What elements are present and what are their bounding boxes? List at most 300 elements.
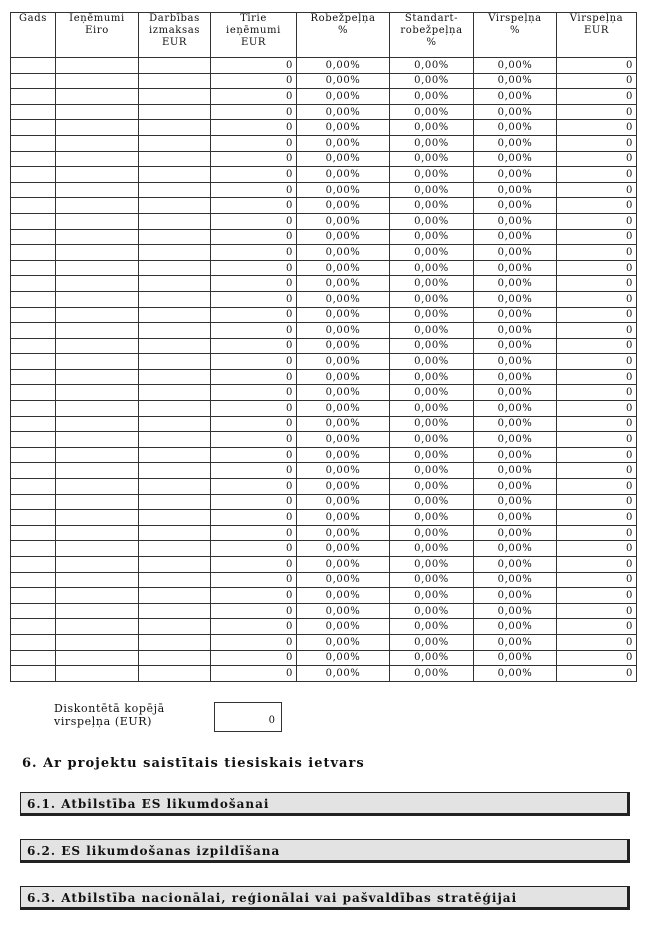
cell-excess-profit-pct: 0,00% bbox=[474, 401, 557, 417]
cell-revenue bbox=[56, 58, 139, 74]
cell-operating-costs bbox=[139, 666, 211, 682]
section-title: 6. Ar projektu saistītais tiesiskais ietvars bbox=[22, 756, 365, 771]
cell-revenue bbox=[56, 260, 139, 276]
cell-operating-costs bbox=[139, 354, 211, 370]
cell-excess-profit-pct: 0,00% bbox=[474, 307, 557, 323]
cell-standard-margin: 0,00% bbox=[390, 510, 474, 526]
cell-net-revenue: 0 bbox=[211, 463, 297, 479]
cell-excess-profit-pct: 0,00% bbox=[474, 198, 557, 214]
table-row bbox=[11, 307, 637, 323]
cell-net-revenue: 0 bbox=[211, 401, 297, 417]
cell-excess-profit-pct: 0,00% bbox=[474, 151, 557, 167]
cell-net-revenue: 0 bbox=[211, 557, 297, 573]
cell-standard-margin: 0,00% bbox=[390, 666, 474, 682]
cell-standard-margin: 0,00% bbox=[390, 151, 474, 167]
cell-net-revenue: 0 bbox=[211, 323, 297, 339]
cell-net-revenue: 0 bbox=[211, 276, 297, 292]
cell-margin: 0,00% bbox=[297, 588, 390, 604]
cell-net-revenue: 0 bbox=[211, 260, 297, 276]
cell-standard-margin: 0,00% bbox=[390, 291, 474, 307]
cell-margin: 0,00% bbox=[297, 307, 390, 323]
cell-operating-costs bbox=[139, 104, 211, 120]
cell-net-revenue: 0 bbox=[211, 198, 297, 214]
cell-year bbox=[11, 603, 56, 619]
cell-excess-profit-pct: 0,00% bbox=[474, 650, 557, 666]
cell-standard-margin: 0,00% bbox=[390, 401, 474, 417]
cell-net-revenue: 0 bbox=[211, 120, 297, 136]
cell-excess-profit-eur: 0 bbox=[557, 167, 637, 183]
cell-excess-profit-pct: 0,00% bbox=[474, 135, 557, 151]
cell-operating-costs bbox=[139, 182, 211, 198]
cell-net-revenue: 0 bbox=[211, 135, 297, 151]
col-header-excess-profit-pct: Virspeļņa % bbox=[474, 13, 557, 58]
cell-net-revenue: 0 bbox=[211, 432, 297, 448]
cell-year bbox=[11, 463, 56, 479]
cell-excess-profit-pct: 0,00% bbox=[474, 416, 557, 432]
table-row bbox=[11, 73, 637, 89]
cell-revenue bbox=[56, 463, 139, 479]
cell-revenue bbox=[56, 307, 139, 323]
cell-margin: 0,00% bbox=[297, 213, 390, 229]
cell-operating-costs bbox=[139, 260, 211, 276]
cell-year bbox=[11, 213, 56, 229]
col-header-excess-profit-eur: Virspeļņa EUR bbox=[557, 13, 637, 58]
cell-year bbox=[11, 323, 56, 339]
cell-operating-costs bbox=[139, 634, 211, 650]
cell-year bbox=[11, 541, 56, 557]
cell-net-revenue: 0 bbox=[211, 89, 297, 105]
cell-year bbox=[11, 479, 56, 495]
table-row bbox=[11, 120, 637, 136]
cell-year bbox=[11, 198, 56, 214]
cell-net-revenue: 0 bbox=[211, 494, 297, 510]
cell-excess-profit-pct: 0,00% bbox=[474, 213, 557, 229]
table-row bbox=[11, 182, 637, 198]
cell-margin: 0,00% bbox=[297, 619, 390, 635]
cell-operating-costs bbox=[139, 447, 211, 463]
cell-revenue bbox=[56, 385, 139, 401]
table-row bbox=[11, 260, 637, 276]
cell-excess-profit-eur: 0 bbox=[557, 525, 637, 541]
cell-net-revenue: 0 bbox=[211, 479, 297, 495]
cell-excess-profit-eur: 0 bbox=[557, 120, 637, 136]
cell-excess-profit-eur: 0 bbox=[557, 619, 637, 635]
cell-excess-profit-eur: 0 bbox=[557, 354, 637, 370]
cell-revenue bbox=[56, 229, 139, 245]
cell-year bbox=[11, 432, 56, 448]
cell-margin: 0,00% bbox=[297, 494, 390, 510]
cell-margin: 0,00% bbox=[297, 323, 390, 339]
cell-excess-profit-eur: 0 bbox=[557, 588, 637, 604]
cell-standard-margin: 0,00% bbox=[390, 463, 474, 479]
cell-standard-margin: 0,00% bbox=[390, 245, 474, 261]
cell-year bbox=[11, 151, 56, 167]
cell-excess-profit-eur: 0 bbox=[557, 213, 637, 229]
cell-operating-costs bbox=[139, 463, 211, 479]
table-row bbox=[11, 135, 637, 151]
cell-net-revenue: 0 bbox=[211, 447, 297, 463]
table-row bbox=[11, 510, 637, 526]
cell-net-revenue: 0 bbox=[211, 619, 297, 635]
table-row bbox=[11, 229, 637, 245]
cell-standard-margin: 0,00% bbox=[390, 432, 474, 448]
cell-net-revenue: 0 bbox=[211, 58, 297, 74]
cell-standard-margin: 0,00% bbox=[390, 229, 474, 245]
cell-standard-margin: 0,00% bbox=[390, 323, 474, 339]
cell-margin: 0,00% bbox=[297, 354, 390, 370]
cell-standard-margin: 0,00% bbox=[390, 541, 474, 557]
cell-excess-profit-pct: 0,00% bbox=[474, 245, 557, 261]
cell-excess-profit-eur: 0 bbox=[557, 135, 637, 151]
cell-year bbox=[11, 89, 56, 105]
cell-excess-profit-pct: 0,00% bbox=[474, 385, 557, 401]
cell-net-revenue: 0 bbox=[211, 104, 297, 120]
cell-excess-profit-eur: 0 bbox=[557, 494, 637, 510]
table-row bbox=[11, 603, 637, 619]
cell-standard-margin: 0,00% bbox=[390, 338, 474, 354]
cell-standard-margin: 0,00% bbox=[390, 525, 474, 541]
cell-standard-margin: 0,00% bbox=[390, 182, 474, 198]
table-row bbox=[11, 525, 637, 541]
cell-revenue bbox=[56, 603, 139, 619]
cell-excess-profit-eur: 0 bbox=[557, 510, 637, 526]
cell-year bbox=[11, 525, 56, 541]
cell-operating-costs bbox=[139, 229, 211, 245]
cell-margin: 0,00% bbox=[297, 463, 390, 479]
discounted-excess-profit-label: Diskontētā kopējā virspeļņa (EUR) bbox=[54, 702, 165, 728]
cell-year bbox=[11, 167, 56, 183]
table-row bbox=[11, 494, 637, 510]
cell-year bbox=[11, 276, 56, 292]
cell-excess-profit-pct: 0,00% bbox=[474, 588, 557, 604]
cell-margin: 0,00% bbox=[297, 276, 390, 292]
cell-operating-costs bbox=[139, 89, 211, 105]
cell-excess-profit-eur: 0 bbox=[557, 634, 637, 650]
cell-year bbox=[11, 572, 56, 588]
cell-operating-costs bbox=[139, 385, 211, 401]
cell-revenue bbox=[56, 650, 139, 666]
cell-revenue bbox=[56, 338, 139, 354]
cell-year bbox=[11, 182, 56, 198]
cell-operating-costs bbox=[139, 541, 211, 557]
cell-excess-profit-pct: 0,00% bbox=[474, 494, 557, 510]
excess-profit-table bbox=[10, 12, 637, 682]
subsection-6-3: 6.3. Atbilstība nacionālai, reģionālai vai pašvaldības stratēģijai bbox=[20, 886, 630, 910]
cell-excess-profit-eur: 0 bbox=[557, 73, 637, 89]
cell-year bbox=[11, 245, 56, 261]
cell-revenue bbox=[56, 323, 139, 339]
cell-standard-margin: 0,00% bbox=[390, 447, 474, 463]
table-row bbox=[11, 385, 637, 401]
cell-operating-costs bbox=[139, 135, 211, 151]
cell-excess-profit-eur: 0 bbox=[557, 416, 637, 432]
cell-revenue bbox=[56, 213, 139, 229]
cell-margin: 0,00% bbox=[297, 58, 390, 74]
cell-operating-costs bbox=[139, 167, 211, 183]
cell-excess-profit-eur: 0 bbox=[557, 557, 637, 573]
cell-year bbox=[11, 588, 56, 604]
cell-margin: 0,00% bbox=[297, 369, 390, 385]
cell-standard-margin: 0,00% bbox=[390, 634, 474, 650]
cell-revenue bbox=[56, 120, 139, 136]
table-row bbox=[11, 323, 637, 339]
cell-revenue bbox=[56, 447, 139, 463]
cell-excess-profit-eur: 0 bbox=[557, 369, 637, 385]
subsection-6-1: 6.1. Atbilstība ES likumdošanai bbox=[20, 792, 630, 816]
cell-year bbox=[11, 401, 56, 417]
cell-year bbox=[11, 385, 56, 401]
cell-excess-profit-eur: 0 bbox=[557, 58, 637, 74]
cell-year bbox=[11, 58, 56, 74]
cell-revenue bbox=[56, 151, 139, 167]
cell-standard-margin: 0,00% bbox=[390, 354, 474, 370]
cell-operating-costs bbox=[139, 401, 211, 417]
cell-operating-costs bbox=[139, 525, 211, 541]
cell-revenue bbox=[56, 198, 139, 214]
cell-revenue bbox=[56, 276, 139, 292]
table-row bbox=[11, 213, 637, 229]
cell-year bbox=[11, 557, 56, 573]
cell-margin: 0,00% bbox=[297, 572, 390, 588]
cell-standard-margin: 0,00% bbox=[390, 369, 474, 385]
cell-excess-profit-pct: 0,00% bbox=[474, 120, 557, 136]
cell-excess-profit-eur: 0 bbox=[557, 603, 637, 619]
cell-margin: 0,00% bbox=[297, 401, 390, 417]
cell-operating-costs bbox=[139, 619, 211, 635]
table-row bbox=[11, 104, 637, 120]
cell-excess-profit-pct: 0,00% bbox=[474, 89, 557, 105]
cell-revenue bbox=[56, 167, 139, 183]
cell-excess-profit-pct: 0,00% bbox=[474, 634, 557, 650]
cell-revenue bbox=[56, 104, 139, 120]
table-row bbox=[11, 401, 637, 417]
cell-excess-profit-eur: 0 bbox=[557, 229, 637, 245]
cell-year bbox=[11, 619, 56, 635]
cell-excess-profit-pct: 0,00% bbox=[474, 619, 557, 635]
cell-excess-profit-pct: 0,00% bbox=[474, 291, 557, 307]
cell-net-revenue: 0 bbox=[211, 369, 297, 385]
cell-revenue bbox=[56, 634, 139, 650]
cell-operating-costs bbox=[139, 291, 211, 307]
cell-standard-margin: 0,00% bbox=[390, 104, 474, 120]
cell-excess-profit-pct: 0,00% bbox=[474, 603, 557, 619]
cell-year bbox=[11, 666, 56, 682]
col-header-margin: Robežpeļņa % bbox=[297, 13, 390, 58]
cell-margin: 0,00% bbox=[297, 198, 390, 214]
col-header-revenue: Ieņēmumi Eiro bbox=[56, 13, 139, 58]
cell-standard-margin: 0,00% bbox=[390, 557, 474, 573]
cell-net-revenue: 0 bbox=[211, 307, 297, 323]
cell-year bbox=[11, 510, 56, 526]
table-row bbox=[11, 291, 637, 307]
cell-net-revenue: 0 bbox=[211, 354, 297, 370]
cell-excess-profit-eur: 0 bbox=[557, 89, 637, 105]
table-row bbox=[11, 89, 637, 105]
cell-revenue bbox=[56, 588, 139, 604]
cell-excess-profit-eur: 0 bbox=[557, 432, 637, 448]
cell-margin: 0,00% bbox=[297, 182, 390, 198]
cell-excess-profit-pct: 0,00% bbox=[474, 557, 557, 573]
cell-revenue bbox=[56, 182, 139, 198]
cell-operating-costs bbox=[139, 603, 211, 619]
cell-operating-costs bbox=[139, 432, 211, 448]
table-row bbox=[11, 588, 637, 604]
cell-net-revenue: 0 bbox=[211, 291, 297, 307]
table-row bbox=[11, 338, 637, 354]
table-row bbox=[11, 572, 637, 588]
cell-standard-margin: 0,00% bbox=[390, 213, 474, 229]
cell-excess-profit-eur: 0 bbox=[557, 479, 637, 495]
col-header-year: Gads bbox=[11, 13, 56, 58]
cell-excess-profit-pct: 0,00% bbox=[474, 666, 557, 682]
cell-excess-profit-eur: 0 bbox=[557, 276, 637, 292]
cell-operating-costs bbox=[139, 198, 211, 214]
table-row bbox=[11, 557, 637, 573]
cell-excess-profit-pct: 0,00% bbox=[474, 338, 557, 354]
cell-standard-margin: 0,00% bbox=[390, 198, 474, 214]
cell-margin: 0,00% bbox=[297, 245, 390, 261]
cell-excess-profit-pct: 0,00% bbox=[474, 572, 557, 588]
cell-excess-profit-pct: 0,00% bbox=[474, 58, 557, 74]
cell-excess-profit-pct: 0,00% bbox=[474, 73, 557, 89]
cell-standard-margin: 0,00% bbox=[390, 588, 474, 604]
cell-standard-margin: 0,00% bbox=[390, 120, 474, 136]
cell-year bbox=[11, 260, 56, 276]
cell-excess-profit-pct: 0,00% bbox=[474, 182, 557, 198]
discounted-excess-profit-value[interactable]: 0 bbox=[214, 702, 282, 732]
cell-revenue bbox=[56, 135, 139, 151]
cell-margin: 0,00% bbox=[297, 525, 390, 541]
cell-year bbox=[11, 307, 56, 323]
cell-standard-margin: 0,00% bbox=[390, 385, 474, 401]
cell-margin: 0,00% bbox=[297, 666, 390, 682]
cell-margin: 0,00% bbox=[297, 432, 390, 448]
cell-net-revenue: 0 bbox=[211, 588, 297, 604]
cell-revenue bbox=[56, 401, 139, 417]
cell-standard-margin: 0,00% bbox=[390, 276, 474, 292]
table-row bbox=[11, 479, 637, 495]
cell-net-revenue: 0 bbox=[211, 385, 297, 401]
cell-net-revenue: 0 bbox=[211, 182, 297, 198]
cell-net-revenue: 0 bbox=[211, 650, 297, 666]
cell-margin: 0,00% bbox=[297, 557, 390, 573]
cell-standard-margin: 0,00% bbox=[390, 260, 474, 276]
cell-operating-costs bbox=[139, 557, 211, 573]
cell-excess-profit-pct: 0,00% bbox=[474, 323, 557, 339]
cell-net-revenue: 0 bbox=[211, 229, 297, 245]
cell-excess-profit-eur: 0 bbox=[557, 260, 637, 276]
cell-year bbox=[11, 494, 56, 510]
cell-revenue bbox=[56, 369, 139, 385]
table-row bbox=[11, 416, 637, 432]
cell-standard-margin: 0,00% bbox=[390, 572, 474, 588]
cell-excess-profit-pct: 0,00% bbox=[474, 104, 557, 120]
cell-standard-margin: 0,00% bbox=[390, 416, 474, 432]
cell-operating-costs bbox=[139, 494, 211, 510]
subsection-6-2: 6.2. ES likumdošanas izpildīšana bbox=[20, 839, 630, 863]
cell-excess-profit-eur: 0 bbox=[557, 385, 637, 401]
table-row bbox=[11, 650, 637, 666]
cell-operating-costs bbox=[139, 510, 211, 526]
cell-margin: 0,00% bbox=[297, 634, 390, 650]
cell-margin: 0,00% bbox=[297, 151, 390, 167]
table-header-row bbox=[11, 13, 637, 58]
table-row bbox=[11, 198, 637, 214]
cell-revenue bbox=[56, 245, 139, 261]
cell-margin: 0,00% bbox=[297, 229, 390, 245]
cell-revenue bbox=[56, 416, 139, 432]
cell-net-revenue: 0 bbox=[211, 338, 297, 354]
cell-operating-costs bbox=[139, 323, 211, 339]
cell-excess-profit-eur: 0 bbox=[557, 198, 637, 214]
cell-standard-margin: 0,00% bbox=[390, 603, 474, 619]
cell-margin: 0,00% bbox=[297, 603, 390, 619]
cell-margin: 0,00% bbox=[297, 385, 390, 401]
cell-operating-costs bbox=[139, 369, 211, 385]
cell-revenue bbox=[56, 73, 139, 89]
cell-excess-profit-eur: 0 bbox=[557, 245, 637, 261]
cell-excess-profit-pct: 0,00% bbox=[474, 167, 557, 183]
cell-revenue bbox=[56, 432, 139, 448]
cell-year bbox=[11, 120, 56, 136]
cell-excess-profit-pct: 0,00% bbox=[474, 354, 557, 370]
cell-year bbox=[11, 291, 56, 307]
cell-operating-costs bbox=[139, 588, 211, 604]
cell-margin: 0,00% bbox=[297, 416, 390, 432]
col-header-standard-margin: Standart- robežpeļņa % bbox=[390, 13, 474, 58]
cell-standard-margin: 0,00% bbox=[390, 307, 474, 323]
cell-margin: 0,00% bbox=[297, 260, 390, 276]
cell-revenue bbox=[56, 510, 139, 526]
cell-excess-profit-eur: 0 bbox=[557, 572, 637, 588]
cell-excess-profit-pct: 0,00% bbox=[474, 479, 557, 495]
cell-year bbox=[11, 73, 56, 89]
cell-operating-costs bbox=[139, 213, 211, 229]
cell-standard-margin: 0,00% bbox=[390, 619, 474, 635]
cell-year bbox=[11, 229, 56, 245]
cell-revenue bbox=[56, 525, 139, 541]
cell-operating-costs bbox=[139, 650, 211, 666]
table-row bbox=[11, 167, 637, 183]
cell-standard-margin: 0,00% bbox=[390, 650, 474, 666]
cell-standard-margin: 0,00% bbox=[390, 73, 474, 89]
cell-year bbox=[11, 104, 56, 120]
table-row bbox=[11, 369, 637, 385]
cell-standard-margin: 0,00% bbox=[390, 479, 474, 495]
cell-year bbox=[11, 416, 56, 432]
cell-net-revenue: 0 bbox=[211, 245, 297, 261]
cell-margin: 0,00% bbox=[297, 510, 390, 526]
col-header-net-revenue: Tīrie ieņēmumi EUR bbox=[211, 13, 297, 58]
cell-margin: 0,00% bbox=[297, 447, 390, 463]
cell-revenue bbox=[56, 354, 139, 370]
cell-operating-costs bbox=[139, 58, 211, 74]
cell-excess-profit-eur: 0 bbox=[557, 291, 637, 307]
cell-excess-profit-eur: 0 bbox=[557, 463, 637, 479]
cell-excess-profit-eur: 0 bbox=[557, 182, 637, 198]
cell-excess-profit-pct: 0,00% bbox=[474, 447, 557, 463]
cell-margin: 0,00% bbox=[297, 73, 390, 89]
cell-year bbox=[11, 338, 56, 354]
cell-excess-profit-pct: 0,00% bbox=[474, 541, 557, 557]
cell-net-revenue: 0 bbox=[211, 603, 297, 619]
cell-excess-profit-pct: 0,00% bbox=[474, 369, 557, 385]
cell-net-revenue: 0 bbox=[211, 151, 297, 167]
cell-margin: 0,00% bbox=[297, 479, 390, 495]
cell-excess-profit-eur: 0 bbox=[557, 338, 637, 354]
cell-revenue bbox=[56, 572, 139, 588]
cell-revenue bbox=[56, 557, 139, 573]
